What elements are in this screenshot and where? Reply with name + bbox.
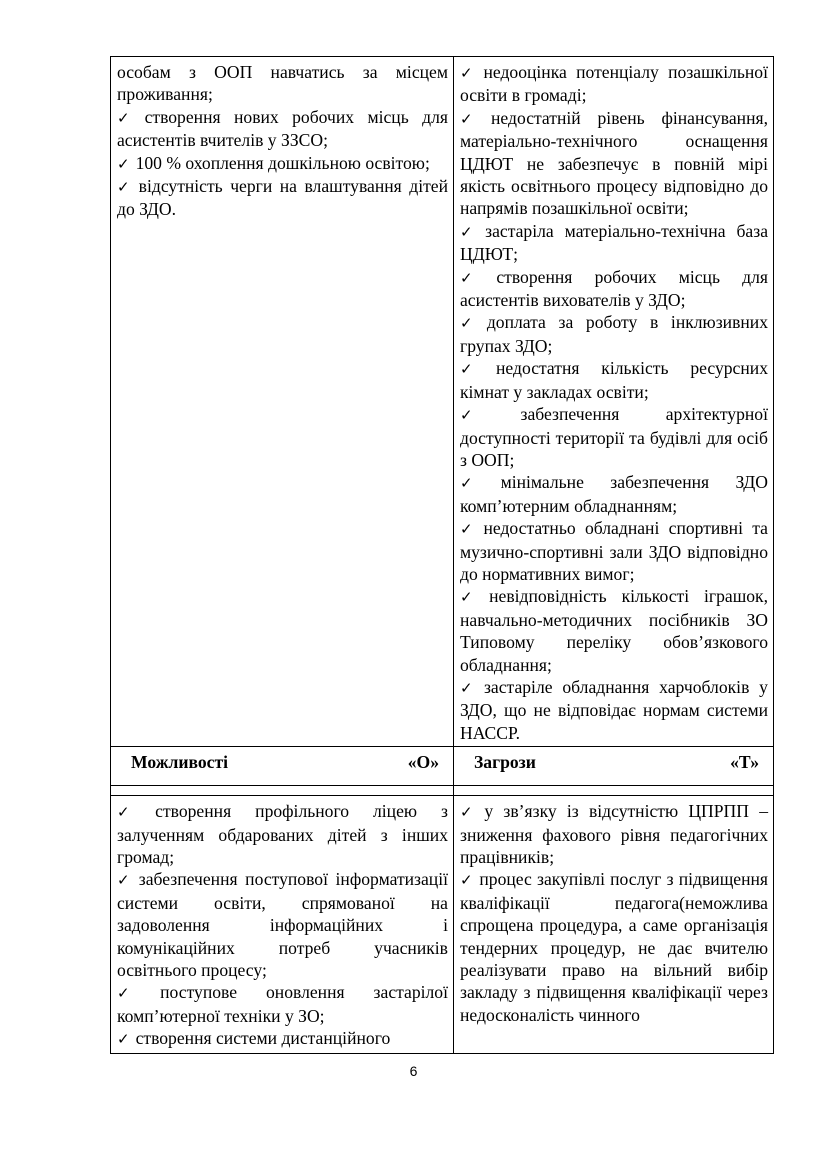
weaknesses-right-cell <box>454 57 774 747</box>
item-text: відсутність черги на влаштування дітей до ЗДО. <box>117 176 448 220</box>
list-item <box>117 1027 448 1050</box>
list-item <box>460 868 768 1026</box>
list-item <box>117 800 448 868</box>
item-text: недооцінка потенціалу позашкільної освіти в громаді; <box>460 62 768 106</box>
swot-table <box>110 56 774 1054</box>
check-icon: ✓ <box>460 474 495 493</box>
opportunities-cell <box>111 796 454 1053</box>
page-number: 6 <box>409 1063 418 1079</box>
item-text: застаріле обладнання харчоблоків у ЗДО, що не відповідає нормам системи НАССР. <box>460 676 768 743</box>
list-item <box>117 175 448 221</box>
list-item <box>117 868 448 981</box>
threats-code: «Т» <box>730 752 759 773</box>
check-icon: ✓ <box>460 268 491 287</box>
list-item <box>117 106 448 152</box>
item-text: забезпечення архітектурної доступності території та будівлі для осіб з ООП; <box>460 404 768 470</box>
item-text: недостатня кількість ресурсних кімнат у закладах освіти; <box>460 358 768 402</box>
list-item <box>460 357 768 403</box>
item-text: недостатній рівень фінансування, матеріально-технічного оснащення ЦДЮТ не забезпечує в повній мірі якість освітнього процесу відповідно до напрямів позашкільної освіти; <box>460 107 768 219</box>
spacer-cell <box>454 786 774 796</box>
item-text: застаріла матеріально-технічна база ЦДЮТ; <box>460 220 768 265</box>
list-item <box>460 585 768 676</box>
item-text: невідповідність кількості іграшок, навчально-методичних посібників ЗО Типовому переліку обов’язкового обладнання; <box>460 586 768 675</box>
item-text: поступове оновлення застарілої комп’ютерної техніки у ЗО; <box>117 982 448 1026</box>
item-text: 100 % охоплення дошкільною освітою; <box>135 152 430 173</box>
check-icon: ✓ <box>117 108 139 127</box>
check-icon: ✓ <box>117 871 133 890</box>
list-item <box>460 311 768 357</box>
list-item <box>117 61 448 106</box>
opportunities-header <box>111 747 454 786</box>
check-icon: ✓ <box>117 984 155 1003</box>
spacer-row <box>111 786 774 796</box>
opportunities-threats-row <box>111 796 774 1053</box>
item-text: мінімальне забезпечення ЗДО комп’ютерним обладнанням; <box>460 472 768 516</box>
threats-title: Загрози <box>474 752 536 773</box>
check-icon: ✓ <box>460 588 484 607</box>
check-icon: ✓ <box>117 803 150 822</box>
check-icon: ✓ <box>460 64 478 82</box>
check-icon: ✓ <box>117 154 130 173</box>
opportunities-code: «О» <box>407 752 439 773</box>
check-icon: ✓ <box>460 871 474 890</box>
opportunities-title: Можливості <box>131 752 229 773</box>
item-text: недостатньо обладнані спортивні та музично-спортивні зали ЗДО відповідно до нормативних вимог; <box>460 518 768 584</box>
spacer-cell <box>111 786 454 796</box>
threats-cell <box>454 796 774 1053</box>
check-icon: ✓ <box>460 314 481 333</box>
list-item <box>460 266 768 312</box>
check-icon: ✓ <box>460 678 478 697</box>
item-text: у зв’язку із відсутністю ЦПРПП – зниження фахового рівня педагогічних працівників; <box>460 801 768 867</box>
check-icon: ✓ <box>460 360 491 379</box>
list-item <box>460 471 768 517</box>
section-header-row <box>111 747 774 786</box>
list-item <box>460 61 768 107</box>
check-icon: ✓ <box>117 1030 130 1049</box>
weaknesses-left-cell <box>111 57 454 747</box>
check-icon: ✓ <box>460 109 486 128</box>
check-icon: ✓ <box>460 406 515 425</box>
item-text: створення профільного ліцею з залученням обдарованих дітей з інших громад; <box>117 801 448 867</box>
item-text: забезпечення поступової інформатизації системи освіти, спрямованої на задоволення інформаційних і комунікаційних потреб учасників освітнього процесу; <box>117 869 448 981</box>
item-text: особам з ООП навчатись за місцем проживання; <box>117 62 448 105</box>
threats-header <box>454 747 774 786</box>
item-text: доплата за роботу в інклюзивних групах ЗДО; <box>460 312 769 356</box>
list-item <box>117 152 448 175</box>
item-text: створення системи дистанційного <box>135 1028 391 1049</box>
list-item <box>460 676 768 744</box>
list-item <box>460 107 768 220</box>
check-icon: ✓ <box>460 803 479 822</box>
check-icon: ✓ <box>460 520 478 539</box>
item-text: створення робочих місць для асистентів вихователів у ЗДО; <box>460 266 769 311</box>
list-item <box>117 981 448 1027</box>
list-item <box>460 220 768 266</box>
check-icon: ✓ <box>117 178 133 197</box>
item-text: процес закупівлі послуг з підвищення кваліфікації педагога(неможлива спрощена процедура, а саме організація тендерних процедур, не дає вчителю реалізувати право на вільний вибір закладу з підвищення кваліфікації через недосконалість чинного <box>460 869 768 1025</box>
item-text: створення нових робочих місць для асистентів вчителів у ЗЗСО; <box>117 106 448 151</box>
list-item <box>460 517 768 585</box>
list-item <box>460 403 768 471</box>
check-icon: ✓ <box>460 222 480 241</box>
weaknesses-row <box>111 57 774 747</box>
list-item <box>460 800 768 868</box>
